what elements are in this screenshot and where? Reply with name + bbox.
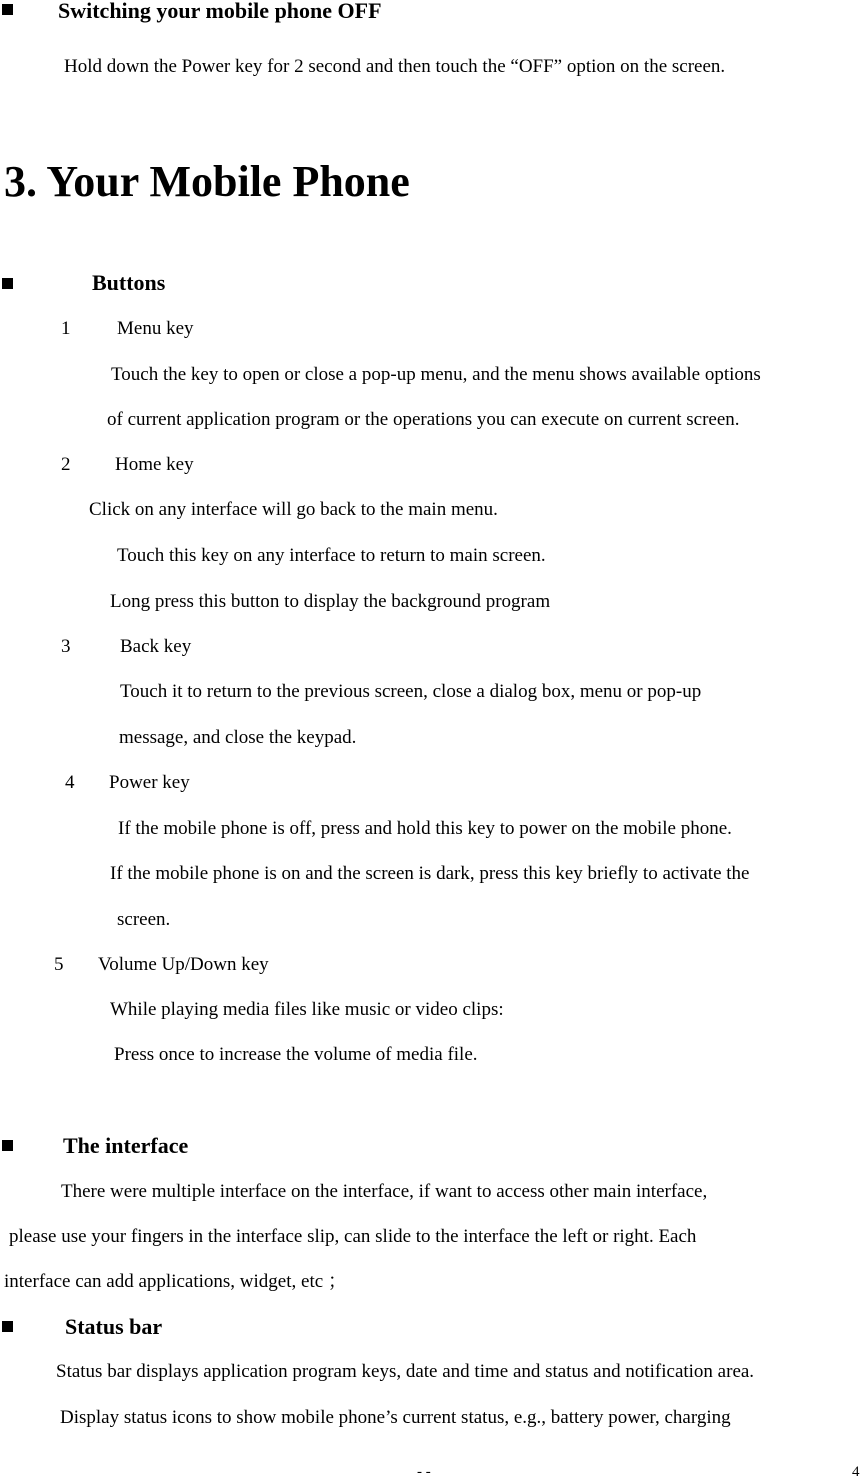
volume-key-number: 5 xyxy=(54,954,64,975)
home-key-desc-line1: Click on any interface will go back to the main menu. xyxy=(89,499,498,520)
section-off-heading: Switching your mobile phone OFF xyxy=(58,0,382,23)
power-key-desc-line2: If the mobile phone is on and the screen is dark, press this key briefly to activate the xyxy=(110,863,750,884)
back-key-number: 3 xyxy=(61,636,71,657)
menu-key-desc-line1: Touch the key to open or close a pop-up menu, and the menu shows available options xyxy=(111,364,761,385)
back-key-desc-line1: Touch it to return to the previous screen, close a dialog box, menu or pop-up xyxy=(120,681,702,702)
footer-center-mark: - - xyxy=(417,1464,431,1480)
menu-key-desc-line2: of current application program or the operations you can execute on current screen. xyxy=(107,409,740,430)
home-key-desc-line2: Touch this key on any interface to return to main screen. xyxy=(117,545,546,566)
power-key-label: Power key xyxy=(109,772,190,793)
section-off-text: Hold down the Power key for 2 second and then touch the “OFF” option on the screen. xyxy=(64,56,726,77)
page-number: 4 xyxy=(852,1464,860,1480)
status-bar-line2: Display status icons to show mobile phone’s current status, e.g., battery power, charging xyxy=(60,1407,731,1428)
volume-key-desc-line1: While playing media files like music or video clips: xyxy=(110,999,504,1020)
bullet-square-icon xyxy=(2,278,13,289)
volume-key-desc-line2: Press once to increase the volume of media file. xyxy=(114,1044,478,1065)
home-key-desc-line3: Long press this button to display the background program xyxy=(110,591,551,612)
status-bar-heading: Status bar xyxy=(65,1314,163,1339)
bullet-square-icon xyxy=(2,1321,13,1332)
chapter-title: 3. Your Mobile Phone xyxy=(4,157,410,206)
bullet-square-icon xyxy=(2,4,13,15)
menu-key-number: 1 xyxy=(61,318,71,339)
home-key-label: Home key xyxy=(115,454,194,475)
back-key-desc-line2: message, and close the keypad. xyxy=(119,727,357,748)
power-key-number: 4 xyxy=(65,772,75,793)
back-key-label: Back key xyxy=(120,636,192,657)
bullet-square-icon xyxy=(2,1140,13,1151)
power-key-desc-line3: screen. xyxy=(117,909,171,930)
home-key-number: 2 xyxy=(61,454,71,475)
interface-line2: please use your fingers in the interface slip, can slide to the interface the left or right. Each xyxy=(9,1226,697,1247)
volume-key-label: Volume Up/Down key xyxy=(98,954,269,975)
interface-line3: interface can add applications, widget, etc ； xyxy=(4,1271,347,1292)
status-bar-line1: Status bar displays application program keys, date and time and status and notification area. xyxy=(56,1361,755,1382)
menu-key-label: Menu key xyxy=(117,318,194,339)
buttons-heading: Buttons xyxy=(92,270,166,295)
interface-line1: There were multiple interface on the interface, if want to access other main interface, xyxy=(61,1181,708,1202)
interface-heading: The interface xyxy=(63,1133,189,1158)
power-key-desc-line1: If the mobile phone is off, press and hold this key to power on the mobile phone. xyxy=(118,818,732,839)
